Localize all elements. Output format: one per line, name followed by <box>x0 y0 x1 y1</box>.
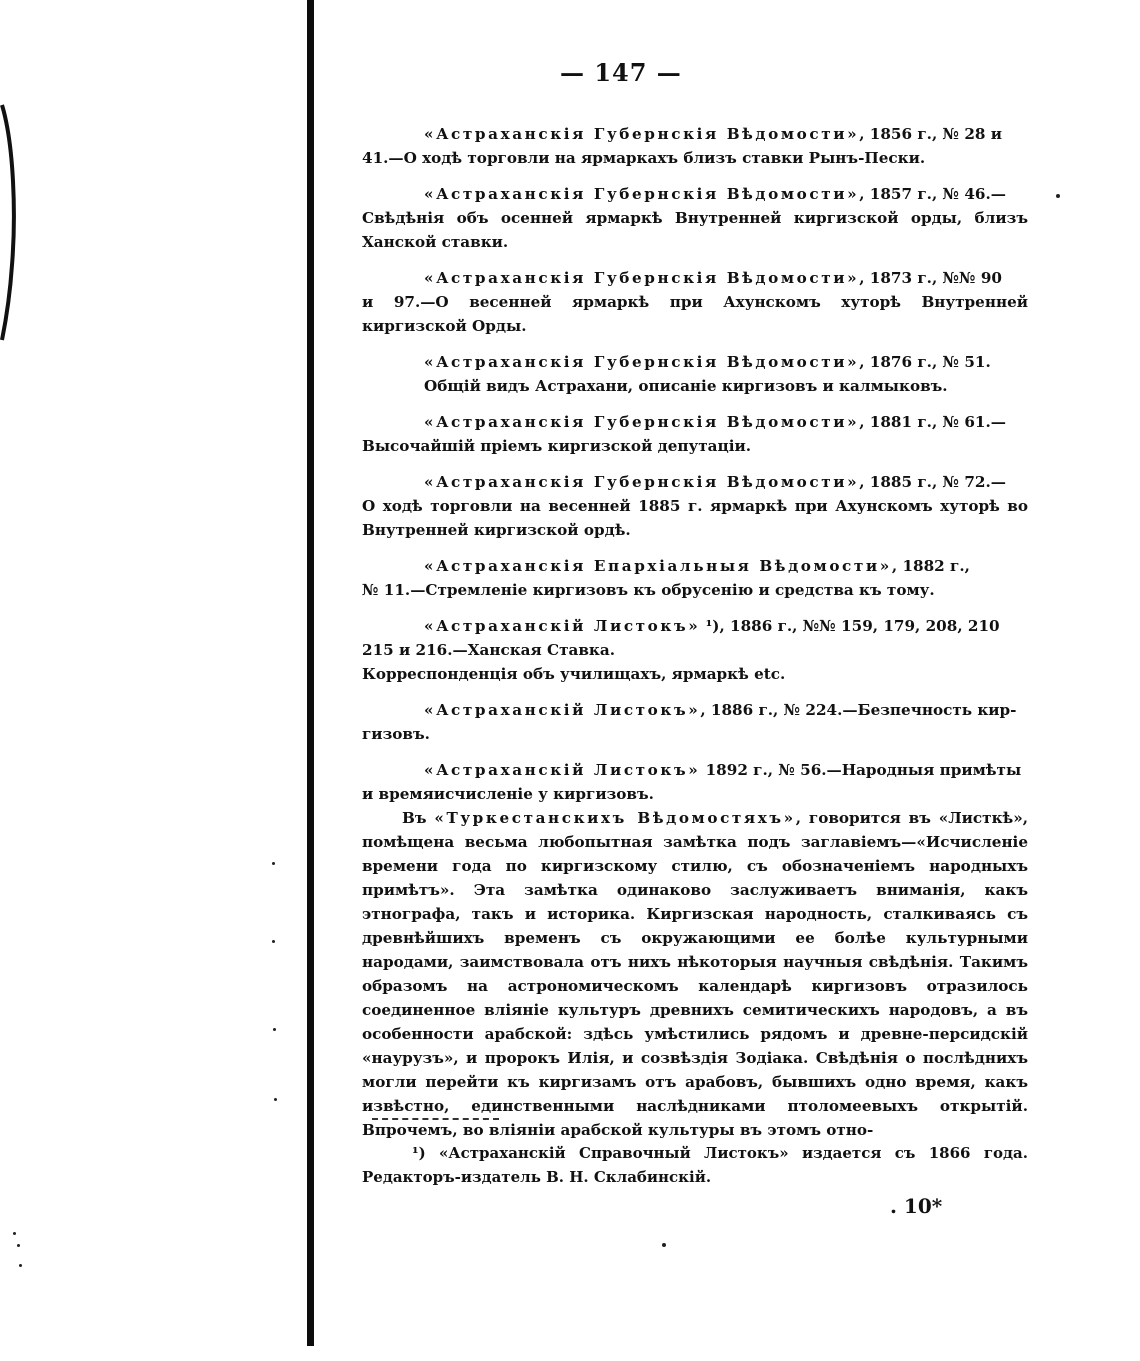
entry-description: и времяисчисленіе у киргизовъ. <box>362 785 654 803</box>
bibliography-entry <box>362 122 1028 170</box>
periodical-title: «Астраханскія Губернскія Вѣдомости» <box>424 473 860 491</box>
issue-info: 1892 г., № 56.—Народныя примѣты <box>700 761 1022 779</box>
issue-info: ¹), 1886 г., №№ 159, 179, 208, 210 <box>700 617 1000 635</box>
entry-description: 41.—О ходѣ торговли на ярмаркахъ близъ ставки Рынъ-Пески. <box>362 149 926 167</box>
bibliography-entry <box>362 470 1028 542</box>
scan-speck <box>19 1264 22 1267</box>
paragraph-text: , говорится въ «Листкѣ», помѣщена весьма любопытная замѣтка подъ заглавіемъ—«Исчисленіе времени года по киргизскому стилю, съ обозначеніемъ народныхъ примѣтъ». Эта замѣтка одинаково заслуживаетъ вниманія, какъ этнографа, такъ и историка. Киргизская народность, сталкиваясь съ древнѣйшихъ временъ съ окружающими ее болѣе культурными народами, заимствовала отъ нихъ нѣкоторыя научныя свѣдѣнія. Такимъ образомъ на астрономическомъ календарѣ киргизовъ отразилось соединенное вліяніе культуръ древнихъ семитическихъ народовъ, а въ особенности арабской: здѣсь умѣстились рядомъ и древне-персидскій «наурузъ», и пророкъ Илія, и созвѣздія Зодіака. Свѣдѣнія о послѣднихъ могли перейти къ киргизамъ отъ арабовъ, бывшихъ одно время, какъ извѣстно, единственными наслѣдниками птоломеевыхъ открытій. Впрочемъ, во вліяніи арабской культуры въ этомъ отно- <box>362 809 1028 1139</box>
issue-info: , 1873 г., №№ 90 <box>859 269 1002 287</box>
periodical-title: «Астраханскій Листокъ» <box>424 617 701 635</box>
entry-description: Свѣдѣнія объ осенней ярмаркѣ Внутренней киргизской орды, близъ Ханской ставки. <box>362 209 1028 251</box>
entry-description: № 11.—Стремленіе киргизовъ къ обрусенію и средства къ тому. <box>362 581 935 599</box>
issue-info: , 1856 г., № 28 и <box>859 125 1003 143</box>
entry-description: Общій видъ Астрахани, описаніе киргизовъ и калмыковъ. <box>424 377 948 395</box>
binding-edge <box>307 0 314 1346</box>
periodical-title: «Астраханскій Листокъ» <box>424 761 701 779</box>
quoted-paragraph <box>362 806 1028 1142</box>
scan-speck <box>662 1243 666 1247</box>
scan-speck <box>272 940 275 943</box>
scan-speck <box>272 862 275 865</box>
entry-description: О ходѣ торговли на весенней 1885 г. ярмаркѣ при Ахунскомъ хуторѣ во Внутренней киргизской ордѣ. <box>362 497 1028 539</box>
issue-info: , 1857 г., № 46.— <box>859 185 1006 203</box>
issue-info: , 1886 г., № 224.—Безпечность кир- <box>700 701 1017 719</box>
scan-speck <box>17 1244 20 1247</box>
periodical-title: «Астраханскія Губернскія Вѣдомости» <box>424 353 860 371</box>
entry-description: 215 и 216.—Ханская Ставка. <box>362 641 616 659</box>
scan-speck <box>13 1232 16 1235</box>
footnote-text: ¹) «Астраханскій Справочный Листокъ» издается съ 1866 года. Редакторъ-издатель В. Н. Склабинскій. <box>362 1144 1028 1186</box>
entry-extra: Корреспонденція объ училищахъ, ярмаркѣ etc. <box>362 665 786 683</box>
entry-description: гизовъ. <box>362 725 430 743</box>
periodical-title: «Астраханскія Губернскія Вѣдомости» <box>424 185 860 203</box>
scan-speck <box>274 1098 277 1101</box>
bibliography-entry <box>362 614 1028 686</box>
issue-info: , 1885 г., № 72.— <box>859 473 1006 491</box>
bibliography-entry <box>362 758 1028 1142</box>
bibliography-entry <box>362 182 1028 254</box>
printer-signature-mark: . 10* <box>890 1194 943 1218</box>
issue-info: , 1876 г., № 51. <box>859 353 991 371</box>
bibliography-entry <box>362 554 1028 602</box>
footnote-separator <box>372 1118 499 1120</box>
quoted-periodical-title: «Туркестанскихъ Вѣдомостяхъ» <box>434 809 796 827</box>
periodical-title: «Астраханскія Губернскія Вѣдомости» <box>424 413 860 431</box>
footnote <box>362 1141 1028 1189</box>
bibliography-entry <box>362 410 1028 458</box>
page-number: — 147 — <box>560 58 682 87</box>
periodical-title: «Астраханскія Губернскія Вѣдомости» <box>424 125 860 143</box>
entry-description: Высочайшій пріемъ киргизской депутаціи. <box>362 437 752 455</box>
paragraph-intro: Въ <box>402 809 435 827</box>
page-fold-curve <box>0 95 20 345</box>
entry-description: и 97.—О весенней ярмаркѣ при Ахунскомъ хуторѣ Внутренней киргизской Орды. <box>362 293 1028 335</box>
scan-speck <box>1056 194 1060 198</box>
bibliography-entry <box>362 698 1028 746</box>
periodical-title: «Астраханскій Листокъ» <box>424 701 701 719</box>
bibliography-entry <box>362 266 1028 338</box>
issue-info: , 1881 г., № 61.— <box>859 413 1006 431</box>
issue-info: , 1882 г., <box>891 557 970 575</box>
bibliography-entry <box>362 350 1028 398</box>
periodical-title: «Астраханскія Епархіальныя Вѣдомости» <box>424 557 892 575</box>
scan-speck <box>273 1028 276 1031</box>
bibliography-list <box>362 122 1028 1142</box>
periodical-title: «Астраханскія Губернскія Вѣдомости» <box>424 269 860 287</box>
